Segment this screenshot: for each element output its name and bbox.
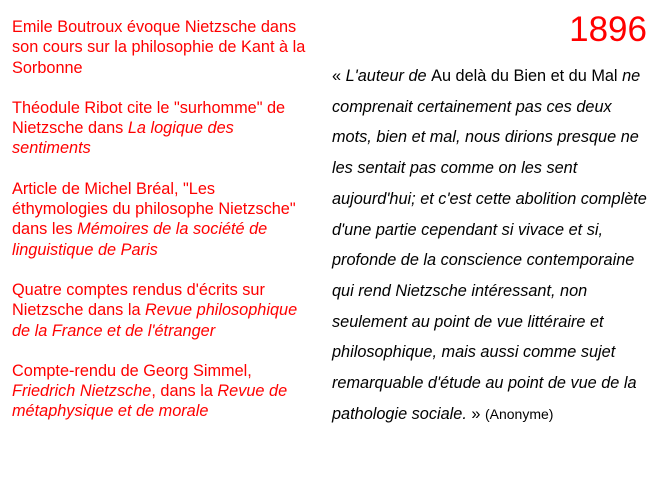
event-text: Mémoires de la société de linguistique de Paris	[12, 220, 268, 259]
event-entry	[12, 361, 312, 422]
quote-attribution: (Anonyme)	[484, 405, 554, 422]
event-text: Théodule Ribot cite le "surhomme" de Nietzsche dans	[12, 98, 286, 138]
quote-segment: L'auteur de	[345, 67, 432, 85]
event-entry	[12, 280, 312, 341]
quote-block	[332, 61, 647, 429]
quote-text	[332, 67, 647, 423]
event-text: Emile Boutroux évoque Nietzsche dans son cours sur la philosophie de Kant à la Sorbonne	[12, 18, 306, 77]
year-heading: 1896	[569, 10, 647, 49]
event-text: Revue philosophique de la France et de l'étranger	[12, 301, 298, 340]
quote-segment: »	[466, 404, 485, 423]
event-entry	[12, 179, 312, 260]
event-text: Article de Michel Bréal, "Les éthymologies du philosophe Nietzsche" dans les	[12, 179, 296, 239]
quote-segment: Au delà du Bien et du Mal	[431, 67, 618, 85]
event-entry	[12, 17, 312, 78]
event-text: Friedrich Nietzsche	[12, 382, 152, 401]
events-list	[12, 17, 312, 422]
event-text: Compte-rendu de Georg Simmel,	[12, 361, 252, 380]
event-text: La logique des sentiments	[12, 119, 234, 158]
event-text: Revue de métaphysique et de morale	[12, 382, 288, 421]
quote-segment: «	[332, 67, 346, 85]
event-text: Quatre comptes rendus d'écrits sur Nietzsche dans la	[12, 280, 265, 320]
quote-segment: ne comprenait certainement pas ces deux mots, bien et mal, nous dirions presque ne les sentait pas comme on les sent aujourd'hui; et c'est cette abolition complète d'une partie cependant si vivace et si, profonde de la conscience contemporaine qui rend Nietzsche intéressant, non seulement au point de vue littéraire et philosophique, mais aussi comme sujet remarquable d'étude au point de vue de la pathologie sociale.	[332, 67, 647, 423]
event-entry	[12, 98, 312, 159]
event-text: , dans la	[151, 382, 218, 401]
